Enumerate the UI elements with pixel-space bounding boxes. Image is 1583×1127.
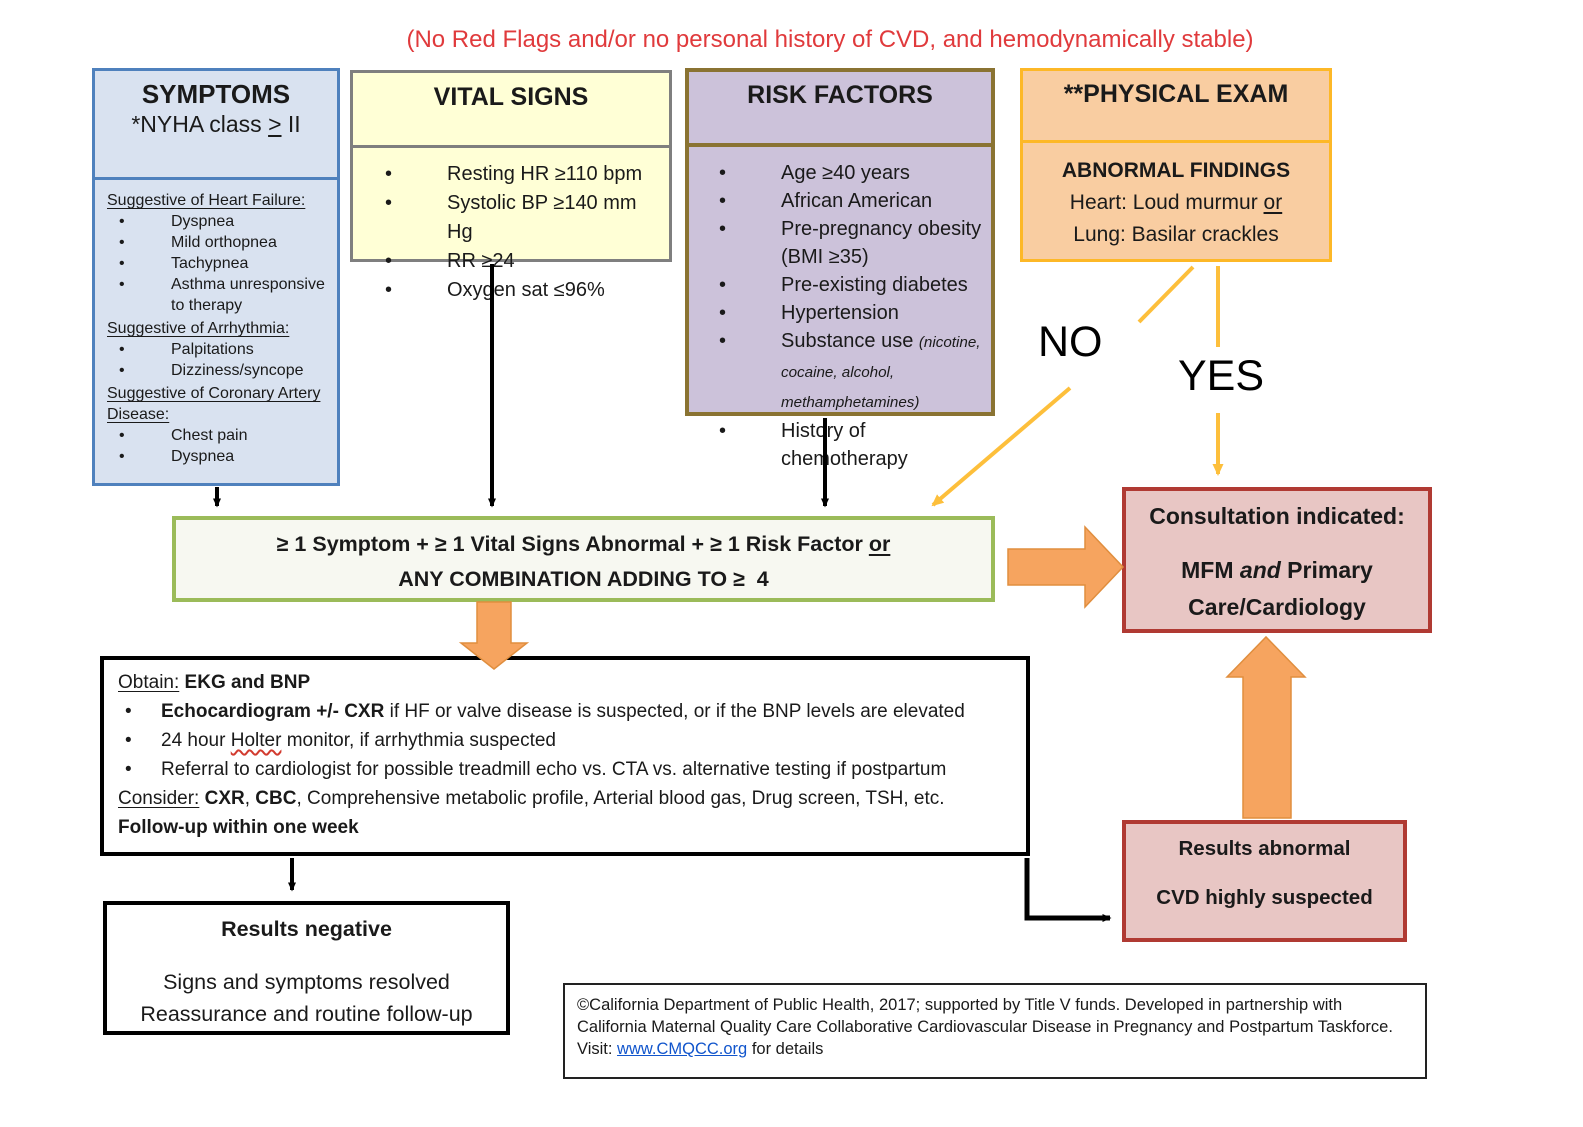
list-item-text: Dizziness/syncope xyxy=(171,362,304,379)
risk-factors-list xyxy=(689,147,991,479)
results-negative-line-1: Signs and symptoms resolved xyxy=(163,970,450,994)
text-segment: Consider: xyxy=(118,788,200,809)
text-segment: for details xyxy=(747,1040,824,1058)
text-segment: Referral to cardiologist for possible treadmill echo vs. CTA vs. alternative testing if postpartum xyxy=(161,759,947,780)
text-segment: Pre-existing diabetes xyxy=(781,274,968,296)
list-item-text xyxy=(447,189,663,247)
text-segment: > xyxy=(268,111,282,137)
list-item xyxy=(107,360,331,381)
text-segment: if HF or valve disease is suspected, or if the BNP levels are elevated xyxy=(384,701,965,722)
exam-finding-heart xyxy=(1029,187,1323,219)
symptoms-subtitle xyxy=(99,109,333,139)
workup-obtain-line xyxy=(118,668,1012,697)
list-item xyxy=(363,276,663,305)
text-segment: (nicotine, cocaine, alcohol, methamphetamines) xyxy=(781,334,981,411)
list-item xyxy=(363,247,663,276)
exam-finding-lung xyxy=(1029,219,1323,251)
text-segment: Obtain: xyxy=(118,672,180,693)
abnormal-findings-heading: ABNORMAL FINDINGS xyxy=(1061,159,1291,182)
risk-factors-box xyxy=(685,68,995,470)
bullet-icon: • xyxy=(119,234,125,251)
physical-exam-box xyxy=(1020,68,1332,262)
symptoms-section-heading: Suggestive of Heart Failure: xyxy=(107,192,306,209)
list-item-text xyxy=(781,159,910,187)
list-item xyxy=(697,417,987,473)
bullet-icon: • xyxy=(719,274,727,296)
decision-line-2: ANY COMBINATION ADDING TO ≥ 4 xyxy=(398,567,769,591)
symptoms-section-heading: Suggestive of Coronary Artery Disease: xyxy=(107,385,321,423)
results-abnormal-box xyxy=(1122,820,1407,942)
physical-exam-title: **PHYSICAL EXAM xyxy=(1023,71,1329,143)
list-item xyxy=(363,160,663,189)
bullet-icon: • xyxy=(119,255,125,272)
bullet-icon: • xyxy=(119,276,125,293)
text-segment: Primary xyxy=(1280,557,1373,583)
list-item xyxy=(697,327,987,417)
text-segment: Age ≥40 years xyxy=(781,162,910,184)
block-arrow-abnormal-to-consultation xyxy=(1227,637,1305,818)
bullet-icon: • xyxy=(719,302,727,324)
vital-signs-title: VITAL SIGNS xyxy=(353,73,669,148)
consultation-box xyxy=(1122,487,1432,633)
physical-exam-body xyxy=(1023,143,1329,263)
list-item xyxy=(107,232,331,253)
bullet-icon: • xyxy=(119,427,125,444)
list-item-text: Mild orthopnea xyxy=(171,234,277,251)
bullet-icon: • xyxy=(385,192,393,214)
bullet-icon: • xyxy=(119,448,125,465)
condition-note: (No Red Flags and/or no personal history of CVD, and hemodynamically stable) xyxy=(406,26,1254,53)
workup-consider-line xyxy=(118,784,1012,813)
list-item-text: Dyspnea xyxy=(171,213,235,230)
list-item xyxy=(107,446,331,467)
bullet-icon: • xyxy=(125,759,132,780)
bullet-icon: • xyxy=(719,162,727,184)
list-item-text xyxy=(447,247,515,276)
consultation-heading: Consultation indicated: xyxy=(1149,503,1405,529)
text-segment: Pre-pregnancy obesity (BMI ≥35) xyxy=(781,218,982,268)
list-item-text: Chest pain xyxy=(171,427,248,444)
list-item xyxy=(697,271,987,299)
vital-signs-box xyxy=(350,70,672,301)
credit-box xyxy=(563,983,1427,1079)
workup-followup-line xyxy=(118,813,1012,842)
bullet-icon: • xyxy=(119,213,125,230)
list-item-text xyxy=(781,417,987,473)
list-item xyxy=(363,189,663,247)
list-item xyxy=(107,274,331,316)
decision-criteria-box xyxy=(172,516,995,602)
bullet-icon: • xyxy=(385,279,393,301)
list-item-text xyxy=(781,299,899,327)
text-segment: CXR xyxy=(204,788,245,809)
list-item-text xyxy=(781,271,968,299)
list-item xyxy=(118,755,1012,784)
bullet-icon: • xyxy=(385,250,393,272)
bullet-icon: • xyxy=(125,701,132,722)
consultation-line-3: Care/Cardiology xyxy=(1188,594,1366,620)
results-negative-heading: Results negative xyxy=(221,917,392,941)
bullet-icon: • xyxy=(719,218,727,240)
list-item-text xyxy=(781,187,932,215)
list-item xyxy=(118,697,1012,726)
text-segment: , xyxy=(244,788,256,809)
symptoms-box xyxy=(92,68,340,486)
bullet-icon: • xyxy=(119,362,125,379)
text-segment: or xyxy=(868,532,891,556)
list-item xyxy=(107,339,331,360)
bullet-icon: • xyxy=(719,420,727,442)
list-item-text: Dyspnea xyxy=(171,448,235,465)
credit-link[interactable]: www.CMQCC.org xyxy=(617,1040,748,1058)
text-segment: African American xyxy=(781,190,933,212)
text-segment: ≥ 1 Symptom + ≥ 1 Vital Signs Abnormal + ≥ 1 Risk Factor xyxy=(276,532,869,556)
bullet-icon: • xyxy=(719,330,727,352)
symptoms-section-list xyxy=(95,180,337,473)
text-segment: monitor, if arrhythmia suspected xyxy=(281,730,556,751)
bullet-icon: • xyxy=(719,190,727,212)
text-segment: RR ≥24 xyxy=(447,250,515,272)
text-segment: MFM xyxy=(1181,557,1240,583)
list-item-text: Palpitations xyxy=(171,341,254,358)
list-item-text: Asthma unresponsive to therapy xyxy=(171,276,325,314)
text-segment: Oxygen sat ≤96% xyxy=(447,279,605,301)
list-item xyxy=(697,159,987,187)
arrow-workup-to-abnormal xyxy=(1027,858,1110,918)
text-segment: Systolic BP ≥140 mm Hg xyxy=(447,192,637,243)
consultation-line-2 xyxy=(1126,552,1428,589)
list-item xyxy=(118,726,1012,755)
symptoms-header xyxy=(95,71,337,180)
list-item-text xyxy=(447,276,605,305)
text-segment: Hypertension xyxy=(781,302,899,324)
workup-bullet-list xyxy=(118,697,1012,784)
text-segment: , Comprehensive metabolic profile, Arterial blood gas, Drug screen, TSH, etc. xyxy=(296,788,945,809)
list-item xyxy=(697,187,987,215)
list-item-text xyxy=(781,327,987,417)
text-segment: Lung: Basilar crackles xyxy=(1073,223,1279,246)
text-segment: History of chemotherapy xyxy=(781,420,908,470)
list-item-text xyxy=(781,215,987,271)
text-segment: Substance use xyxy=(781,330,919,352)
bullet-icon: • xyxy=(119,341,125,358)
decision-line-1 xyxy=(176,527,991,562)
list-item xyxy=(107,425,331,446)
results-negative-line-2: Reassurance and routine follow-up xyxy=(140,1002,473,1026)
text-segment: *NYHA class xyxy=(131,111,269,137)
list-item-text xyxy=(161,726,556,755)
list-item xyxy=(697,299,987,327)
risk-factors-title: RISK FACTORS xyxy=(689,72,991,147)
branch-label-no: NO xyxy=(1038,318,1103,366)
list-item xyxy=(697,215,987,271)
list-item-text xyxy=(447,160,642,189)
workup-box xyxy=(100,656,1030,856)
bullet-icon: • xyxy=(125,730,132,751)
results-abnormal-line: CVD highly suspected xyxy=(1156,886,1373,909)
list-item-text: Tachypnea xyxy=(171,255,249,272)
symptoms-section-heading: Suggestive of Arrhythmia: xyxy=(107,320,290,337)
list-item xyxy=(107,211,331,232)
text-segment: CBC xyxy=(255,788,297,809)
text-segment: and xyxy=(1239,557,1281,583)
text-segment: 24 hour xyxy=(161,730,231,751)
results-abnormal-heading: Results abnormal xyxy=(1178,837,1351,860)
text-segment: EKG and BNP xyxy=(184,672,311,693)
symptoms-title: SYMPTOMS xyxy=(141,79,291,109)
text-segment: Echocardiogram +/- CXR xyxy=(161,701,385,722)
list-item-text xyxy=(161,697,965,726)
vital-signs-list xyxy=(353,148,669,311)
text-segment: Resting HR ≥110 bpm xyxy=(447,163,643,185)
text-segment: ©California Department of Public Health, 2017; supported by Title V funds. Developed in partnership with California Maternal Quality Care Collaborative Cardiovascular Disease in Pregnancy and Postpartum Taskforce. Visit: xyxy=(577,996,1393,1058)
text-segment: Holter xyxy=(230,730,282,751)
text-segment: II xyxy=(281,111,301,137)
list-item-text xyxy=(161,755,946,784)
list-item xyxy=(107,253,331,274)
results-negative-box xyxy=(103,901,510,1035)
text-segment: Heart: Loud murmur xyxy=(1069,191,1264,214)
bullet-icon: • xyxy=(385,163,393,185)
branch-label-yes: YES xyxy=(1178,352,1265,400)
arrow-no-segment-1 xyxy=(1139,267,1193,322)
credit-text xyxy=(577,996,1393,1058)
text-segment: Follow-up within one week xyxy=(118,817,359,838)
block-arrow-decision-to-consultation xyxy=(1008,527,1123,607)
text-segment: or xyxy=(1263,191,1283,214)
